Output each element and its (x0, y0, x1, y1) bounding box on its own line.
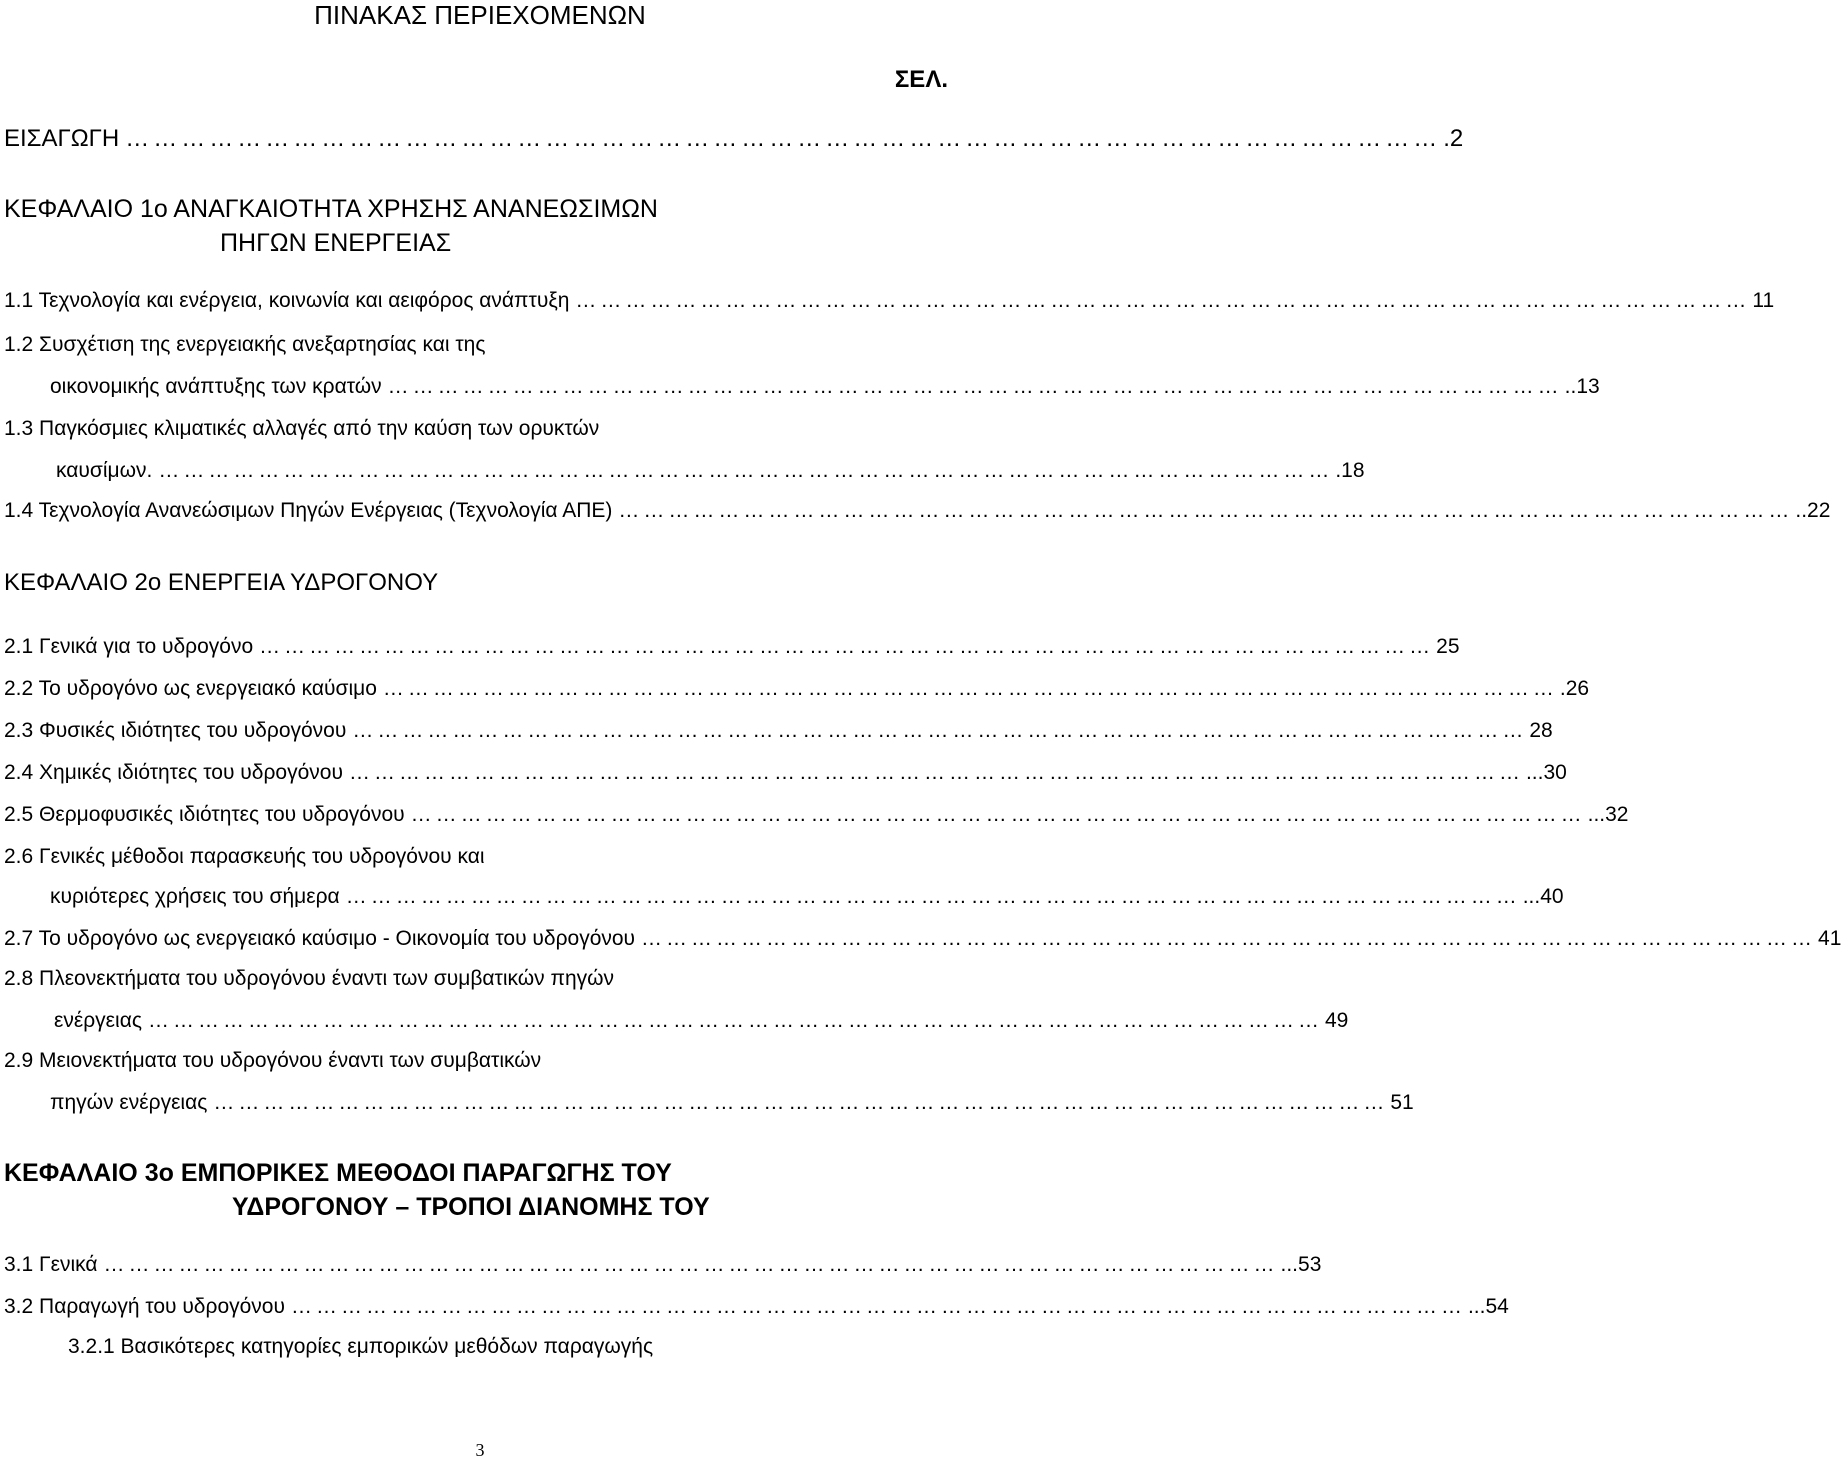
toc-page: 51 (1390, 1091, 1414, 1114)
toc-label: 3.1 Γενικά (4, 1253, 98, 1276)
page-column-heading: ΣΕΛ. (894, 66, 948, 93)
chapter-3-heading-cont: ΥΔΡΟΓΟΝΟΥ – ΤΡΟΠΟΙ ΔΙΑΝΟΜΗΣ ΤΟΥ (232, 1193, 710, 1221)
leader-dots: …………………………………………………………………………………………………………………………… (103, 1253, 1279, 1276)
toc-label: 3.2 Παραγωγή του υδρογόνου (4, 1295, 285, 1318)
chapter-1-heading: ΚΕΦΑΛΑΙΟ 1ο ΑΝΑΓΚΑΙΟΤΗΤΑ ΧΡΗΣΗΣ ΑΝΑΝΕΩΣΙΜΩΝ (4, 195, 658, 223)
toc-label: 2.2 Το υδρογόνο ως ενεργειακό καύσιμο (4, 677, 377, 700)
leader-dots: …………………………………………………………………………………………………………………………… (125, 125, 1442, 152)
toc-entry[interactable] (4, 1250, 1322, 1280)
toc-label: οικονομικής ανάπτυξης των κρατών (50, 375, 382, 398)
toc-label: κυριότερες χρήσεις του σήμερα (50, 885, 340, 908)
leader-dots: …………………………………………………………………………………………………………………………… (348, 761, 1524, 784)
toc-label: ενέργειας (54, 1009, 142, 1032)
leader-dots: …………………………………………………………………………………………………………………………… (213, 1091, 1389, 1114)
leader-dots: …………………………………………………………………………………………………………………………… (158, 459, 1334, 482)
toc-page: .18 (1335, 459, 1365, 482)
toc-entry[interactable] (4, 496, 1831, 526)
toc-entry[interactable] (4, 758, 1567, 788)
toc-page: ...40 (1522, 885, 1564, 908)
toc-page: 25 (1436, 635, 1460, 658)
toc-entry-intro[interactable] (4, 124, 1464, 154)
toc-entry[interactable] (4, 674, 1590, 704)
chapter-3-heading: ΚΕΦΑΛΑΙΟ 3ο ΕΜΠΟΡΙΚΕΣ ΜΕΘΟΔΟΙ ΠΑΡΑΓΩΓΗΣ ΤΟΥ (4, 1159, 672, 1187)
page-number: 3 (475, 1440, 485, 1460)
toc-label: 2.3 Φυσικές ιδιότητες του υδρογόνου (4, 719, 347, 742)
toc-page: 49 (1324, 1009, 1349, 1032)
leader-dots: …………………………………………………………………………………………………………………………… (352, 719, 1528, 742)
toc-label-line: 2.6 Γενικές μέθοδοι παρασκευής του υδρογόνου και (4, 845, 485, 868)
leader-dots: …………………………………………………………………………………………………………………………… (618, 499, 1794, 522)
leader-dots: …………………………………………………………………………………………………………………………… (345, 885, 1521, 908)
toc-page: ...30 (1525, 761, 1567, 784)
leader-dots: …………………………………………………………………………………………………………………………… (382, 677, 1558, 700)
toc-entry[interactable] (50, 1088, 1414, 1118)
toc-label-line: 1.3 Παγκόσμιες κλιματικές αλλαγές από την καύση των ορυκτών (4, 417, 600, 440)
toc-entry[interactable] (4, 800, 1629, 830)
toc-label: καυσίμων. (56, 459, 153, 482)
leader-dots: …………………………………………………………………………………………………………………………… (387, 375, 1563, 398)
toc-entry[interactable] (4, 924, 1841, 954)
toc-page: 28 (1529, 719, 1553, 742)
toc-page: ..22 (1795, 499, 1831, 522)
toc-entry[interactable] (50, 882, 1564, 912)
toc-label: ΕΙΣΑΓΩΓΗ (4, 125, 120, 152)
toc-page: ...32 (1587, 803, 1629, 826)
toc-entry[interactable] (4, 716, 1553, 746)
toc-label: 2.5 Θερμοφυσικές ιδιότητες του υδρογόνου (4, 803, 405, 826)
leader-dots: …………………………………………………………………………………………………………………………… (259, 635, 1435, 658)
toc-page: .26 (1559, 677, 1590, 700)
leader-dots: …………………………………………………………………………………………………………………………… (641, 927, 1817, 950)
toc-entry[interactable] (4, 1292, 1509, 1322)
chapter-2-heading: ΚΕΦΑΛΑΙΟ 2ο ΕΝΕΡΓΕΙΑ ΥΔΡΟΓΟΝΟΥ (4, 569, 439, 596)
toc-label: πηγών ενέργειας (50, 1091, 208, 1114)
toc-entry[interactable] (4, 286, 1775, 316)
toc-page: ...53 (1280, 1253, 1322, 1276)
toc-label: 2.4 Χημικές ιδιότητες του υδρογόνου (4, 761, 343, 784)
toc-entry[interactable] (4, 632, 1460, 662)
toc-subentry[interactable]: 3.2.1 Βασικότερες κατηγορίες εμπορικών μεθόδων παραγωγής (68, 1335, 654, 1358)
toc-entry[interactable] (50, 372, 1600, 402)
leader-dots: …………………………………………………………………………………………………………………………… (147, 1009, 1323, 1032)
toc-label-line: 2.8 Πλεονεκτήματα του υδρογόνου έναντι των συμβατικών πηγών (4, 967, 615, 990)
toc-page: 41 (1818, 927, 1841, 950)
toc-label: 2.1 Γενικά για το υδρογόνο (4, 635, 254, 658)
toc-label-line: 2.9 Μειονεκτήματα του υδρογόνου έναντι των συμβατικών (4, 1049, 542, 1072)
toc-label: 2.7 Το υδρογόνο ως ενεργειακό καύσιμο - Οικονομία του υδρογόνου (4, 927, 636, 950)
page-title: ΠΙΝΑΚΑΣ ΠΕΡΙΕΧΟΜΕΝΩΝ (314, 0, 646, 30)
toc-entry[interactable] (56, 456, 1365, 486)
toc-page: .2 (1443, 125, 1464, 152)
chapter-1-heading-cont: ΠΗΓΩΝ ΕΝΕΡΓΕΙΑΣ (220, 229, 452, 257)
toc-label: 1.1 Τεχνολογία και ενέργεια, κοινωνία και αειφόρος ανάπτυξη (4, 289, 570, 312)
toc-label-line: 1.2 Συσχέτιση της ενεργειακής ανεξαρτησίας και της (4, 333, 486, 356)
toc-label: 1.4 Τεχνολογία Ανανεώσιμων Πηγών Ενέργειας (Τεχνολογία ΑΠΕ) (4, 499, 613, 522)
toc-page: 11 (1752, 289, 1775, 312)
toc-page: ..13 (1564, 375, 1600, 398)
toc-entry[interactable] (54, 1006, 1349, 1036)
leader-dots: …………………………………………………………………………………………………………………………… (575, 289, 1751, 312)
toc-page: ...54 (1467, 1295, 1509, 1318)
leader-dots: …………………………………………………………………………………………………………………………… (410, 803, 1586, 826)
leader-dots: …………………………………………………………………………………………………………………………… (290, 1295, 1466, 1318)
